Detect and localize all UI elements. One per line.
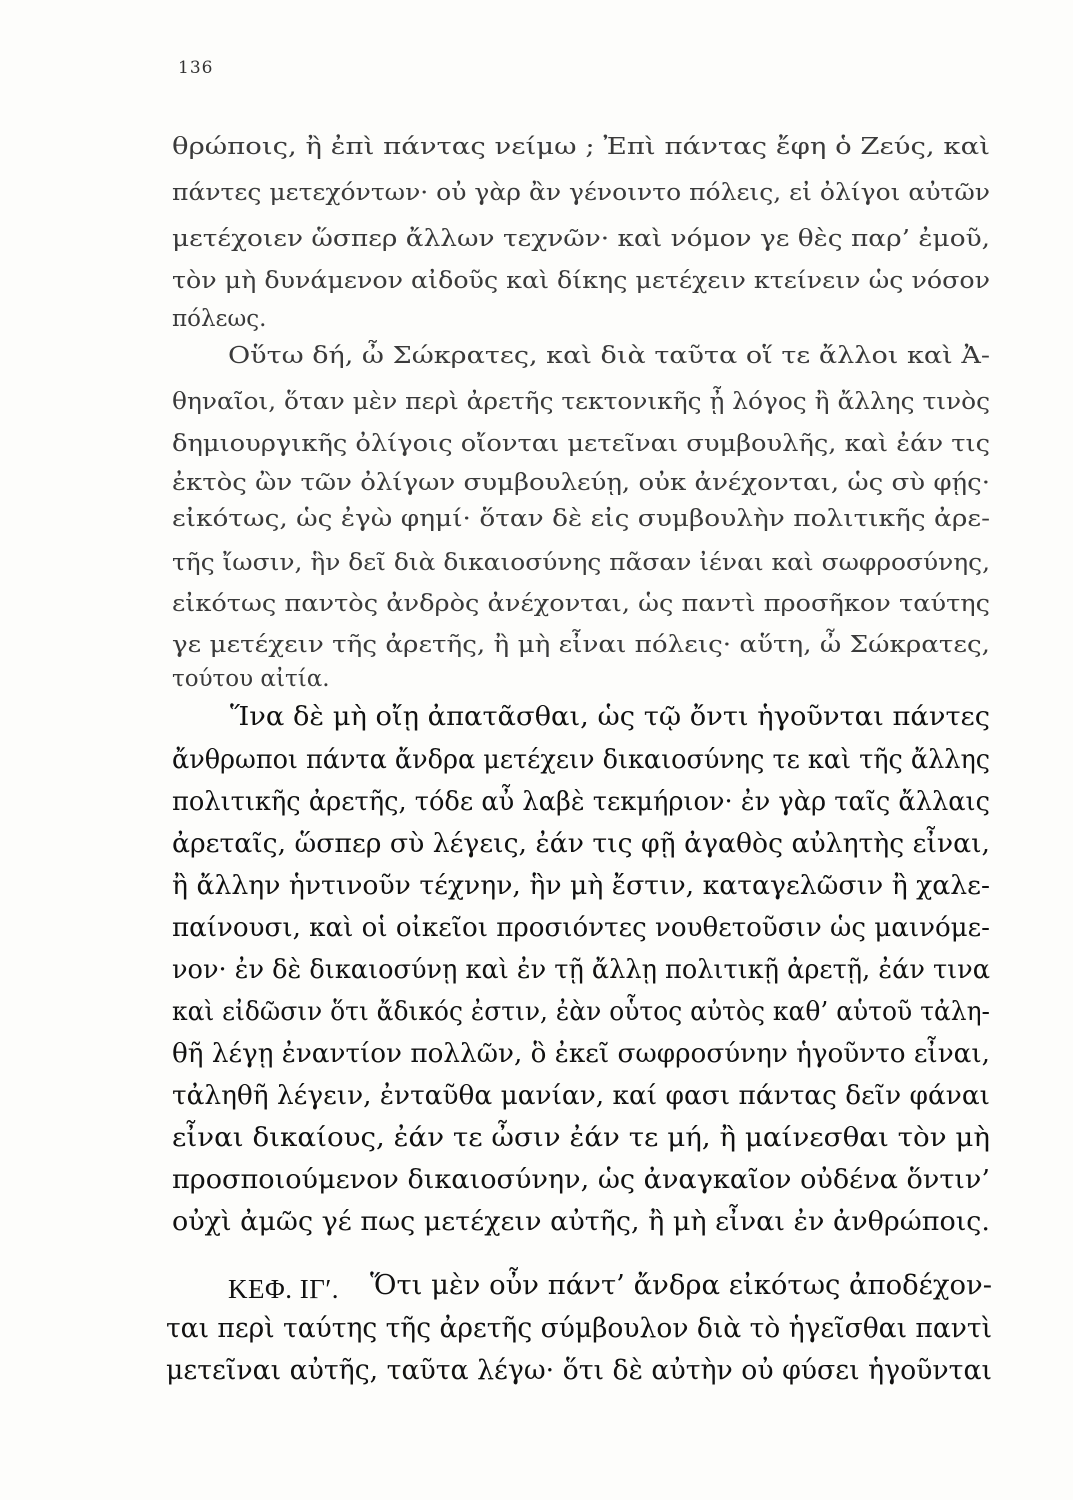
text-line: μετέχοιεν ὥσπερ ἄλλων τεχνῶν· καὶ νόμον γε θὲς παρ’ ἐμοῦ, (172, 226, 990, 252)
text-line: ἐκτὸς ὢν τῶν ὀλίγων συμβουλεύῃ, οὐκ ἀνέχονται, ὡς σὺ φῄς· (172, 470, 990, 496)
text-line: τὸν μὴ δυνάμενον αἰδοῦς καὶ δίκης μετέχειν κτείνειν ὡς νόσον (172, 268, 990, 294)
text-line: νον· ἐν δὲ δικαιοσύνῃ καὶ ἐν τῇ ἄλλῃ πολιτικῇ ἀρετῇ, ἐάν τινα (172, 955, 990, 985)
text-line: παίνουσι, καὶ οἱ οἰκεῖοι προσιόντες νουθετοῦσιν ὡς μαινόμε- (172, 913, 990, 943)
text-line: προσποιούμενον δικαιοσύνην, ὡς ἀναγκαῖον οὐδένα ὅντιν’ (172, 1165, 990, 1195)
page-number: 136 (178, 58, 214, 78)
text-line: Οὕτω δή, ὦ Σώκρατες, καὶ διὰ ταῦτα οἵ τε ἄλλοι καὶ Ἀ- (228, 343, 990, 369)
text-line: ἢ ἄλλην ἡντινοῦν τέχνην, ἣν μὴ ἔστιν, καταγελῶσιν ἢ χαλε- (172, 871, 991, 901)
text-line: γε μετέχειν τῆς ἀρετῆς, ἢ μὴ εἶναι πόλεις· αὕτη, ὦ Σώκρατες, (172, 632, 990, 658)
text-line: πόλεως. (172, 306, 267, 332)
text-line: θηναῖοι, ὅταν μὲν περὶ ἀρετῆς τεκτονικῆς ᾖ λόγος ἢ ἄλλης τινὸς (172, 389, 990, 415)
text-line: θῆ λέγῃ ἐναντίον πολλῶν, ὃ ἐκεῖ σωφροσύνην ἡγοῦντο εἶναι, (172, 1039, 990, 1069)
text-line: δημιουργικῆς ὀλίγοις οἴονται μετεῖναι συμβουλῆς, καὶ ἐάν τις (172, 431, 990, 457)
text-line: θρώποις, ἢ ἐπὶ πάντας νείμω ; Ἐπὶ πάντας ἔφη ὁ Ζεύς, καὶ (172, 134, 990, 160)
text-line: εἰκότως, ὡς ἐγὼ φημί· ὅταν δὲ εἰς συμβουλὴν πολιτικῆς ἀρε- (172, 506, 990, 532)
text-line: οὐχὶ ἀμῶς γέ πως μετέχειν αὐτῆς, ἢ μὴ εἶναι ἐν ἀνθρώποις. (172, 1207, 990, 1237)
text-line: τῆς ἴωσιν, ἣν δεῖ διὰ δικαιοσύνης πᾶσαν ἰέναι καὶ σωφροσύνης, (172, 550, 990, 576)
text-line: ται περὶ ταύτης τῆς ἀρετῆς σύμβουλον διὰ τὸ ἡγεῖσθαι παντὶ (166, 1313, 992, 1344)
text-line: εἶναι δικαίους, ἐάν τε ὦσιν ἐάν τε μή, ἢ μαίνεσθαι τὸν μὴ (172, 1123, 990, 1153)
text-line: τἀληθῆ λέγειν, ἐνταῦθα μανίαν, καί φασι πάντας δεῖν φάναι (172, 1081, 990, 1111)
text-line: εἰκότως παντὸς ἀνδρὸς ἀνέχονται, ὡς παντὶ προσῆκον ταύτης (172, 591, 990, 617)
text-line: πολιτικῆς ἀρετῆς, τόδε αὖ λαβὲ τεκμήριον· ἐν γὰρ ταῖς ἄλλαις (172, 787, 990, 817)
text-line: Ἵνα δὲ μὴ οἴῃ ἀπατᾶσθαι, ὡς τῷ ὄντι ἡγοῦνται πάντες (230, 702, 990, 732)
text-line: ἀρεταῖς, ὥσπερ σὺ λέγεις, ἐάν τις φῇ ἀγαθὸς αὐλητὴς εἶναι, (172, 829, 990, 859)
chapter-heading: ΚΕΦ. ΙΓ′. (228, 1274, 339, 1304)
text-line: καὶ εἰδῶσιν ὅτι ἄδικός ἐστιν, ἐὰν οὗτος αὐτὸς καθ’ αὑτοῦ τἀλη- (172, 997, 990, 1027)
text-line: Ὅτι μὲν οὖν πάντ’ ἄνδρα εἰκότως ἀποδέχον- (370, 1270, 992, 1301)
text-line: πάντες μετεχόντων· οὐ γὰρ ἂν γένοιντο πόλεις, εἰ ὀλίγοι αὐτῶν (172, 180, 990, 206)
text-line: μετεῖναι αὐτῆς, ταῦτα λέγω· ὅτι δὲ αὐτὴν οὐ φύσει ἡγοῦνται (166, 1355, 992, 1386)
text-line: τούτου αἰτία. (172, 666, 330, 692)
text-line: ἄνθρωποι πάντα ἄνδρα μετέχειν δικαιοσύνης τε καὶ τῆς ἄλλης (172, 745, 990, 775)
